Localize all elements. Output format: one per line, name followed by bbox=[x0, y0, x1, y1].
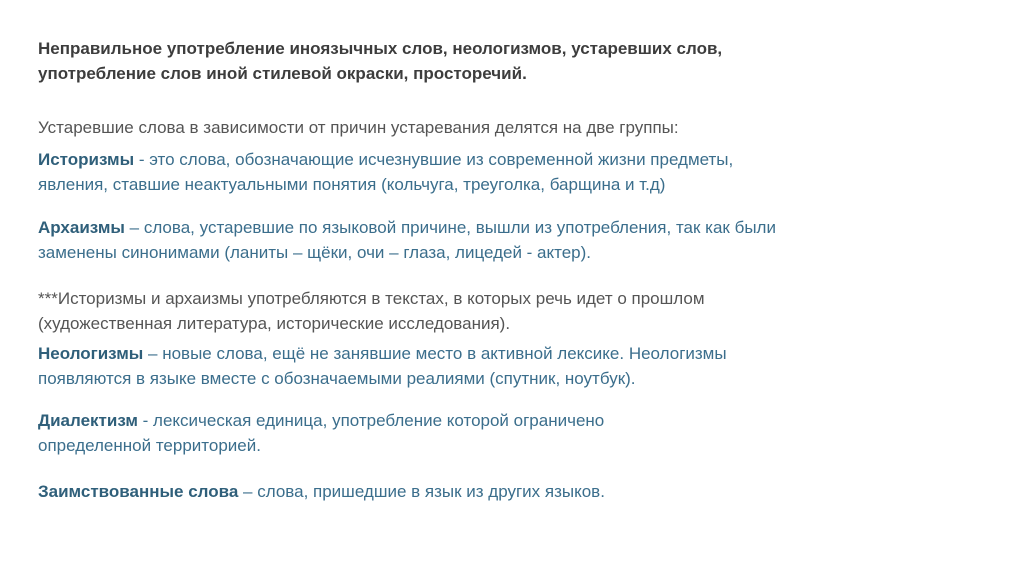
borrowed-term: Заимствованные слова bbox=[38, 482, 239, 501]
dialectism-paragraph bbox=[38, 408, 988, 458]
dialectism-definition-1: - лексическая единица, употребление которой ограничено bbox=[137, 411, 605, 430]
neologisms-paragraph bbox=[38, 341, 988, 391]
historisms-term: Историзмы bbox=[38, 150, 135, 169]
borrowed-words-paragraph bbox=[38, 479, 988, 504]
title-line-1: Неправильное употребление иноязычных слов, неологизмов, устаревших слов, bbox=[38, 39, 723, 58]
note-line-1: ***Историзмы и архаизмы употребляются в текстах, в которых речь идет о прошлом bbox=[38, 289, 705, 308]
note-paragraph bbox=[38, 286, 988, 336]
historisms-definition-1: - это слова, обозначающие исчезнувшие из современной жизни предметы, bbox=[134, 150, 734, 169]
note-line-2: (художественная литература, исторические исследования). bbox=[38, 314, 511, 333]
historisms-paragraph bbox=[38, 147, 988, 197]
borrowed-definition-1: – слова, пришедшие в язык из других языков. bbox=[238, 482, 605, 501]
neologisms-definition-2: появляются в языке вместе с обозначаемыми реалиями (спутник, ноутбук). bbox=[38, 369, 636, 388]
archaisms-definition-1: – слова, устаревшие по языковой причине, вышли из употребления, так как были bbox=[124, 218, 776, 237]
borrowed-line-1 bbox=[38, 479, 988, 504]
dialectism-line-1 bbox=[38, 408, 988, 433]
archaisms-line-1 bbox=[38, 215, 988, 240]
neologisms-term: Неологизмы bbox=[38, 344, 144, 363]
neologisms-definition-1: – новые слова, ещё не занявшие место в активной лексике. Неологизмы bbox=[143, 344, 727, 363]
title-line-2: употребление слов иной стилевой окраски, просторечий. bbox=[38, 64, 527, 83]
dialectism-definition-2: определенной территорией. bbox=[38, 436, 261, 455]
neologisms-line-1 bbox=[38, 341, 988, 366]
historisms-line-1 bbox=[38, 147, 988, 172]
archaisms-term: Архаизмы bbox=[38, 218, 125, 237]
historisms-definition-2: явления, ставшие неактуальными понятия (кольчуга, треуголка, барщина и т.д) bbox=[38, 175, 666, 194]
archaisms-paragraph bbox=[38, 215, 988, 265]
archaisms-definition-2: заменены синонимами (ланиты – щёки, очи – глаза, лицедей - актер). bbox=[38, 243, 592, 262]
intro-paragraph: Устаревшие слова в зависимости от причин устаревания делятся на две группы: bbox=[38, 118, 679, 137]
dialectism-term: Диалектизм bbox=[38, 411, 138, 430]
slide-title bbox=[38, 36, 978, 86]
